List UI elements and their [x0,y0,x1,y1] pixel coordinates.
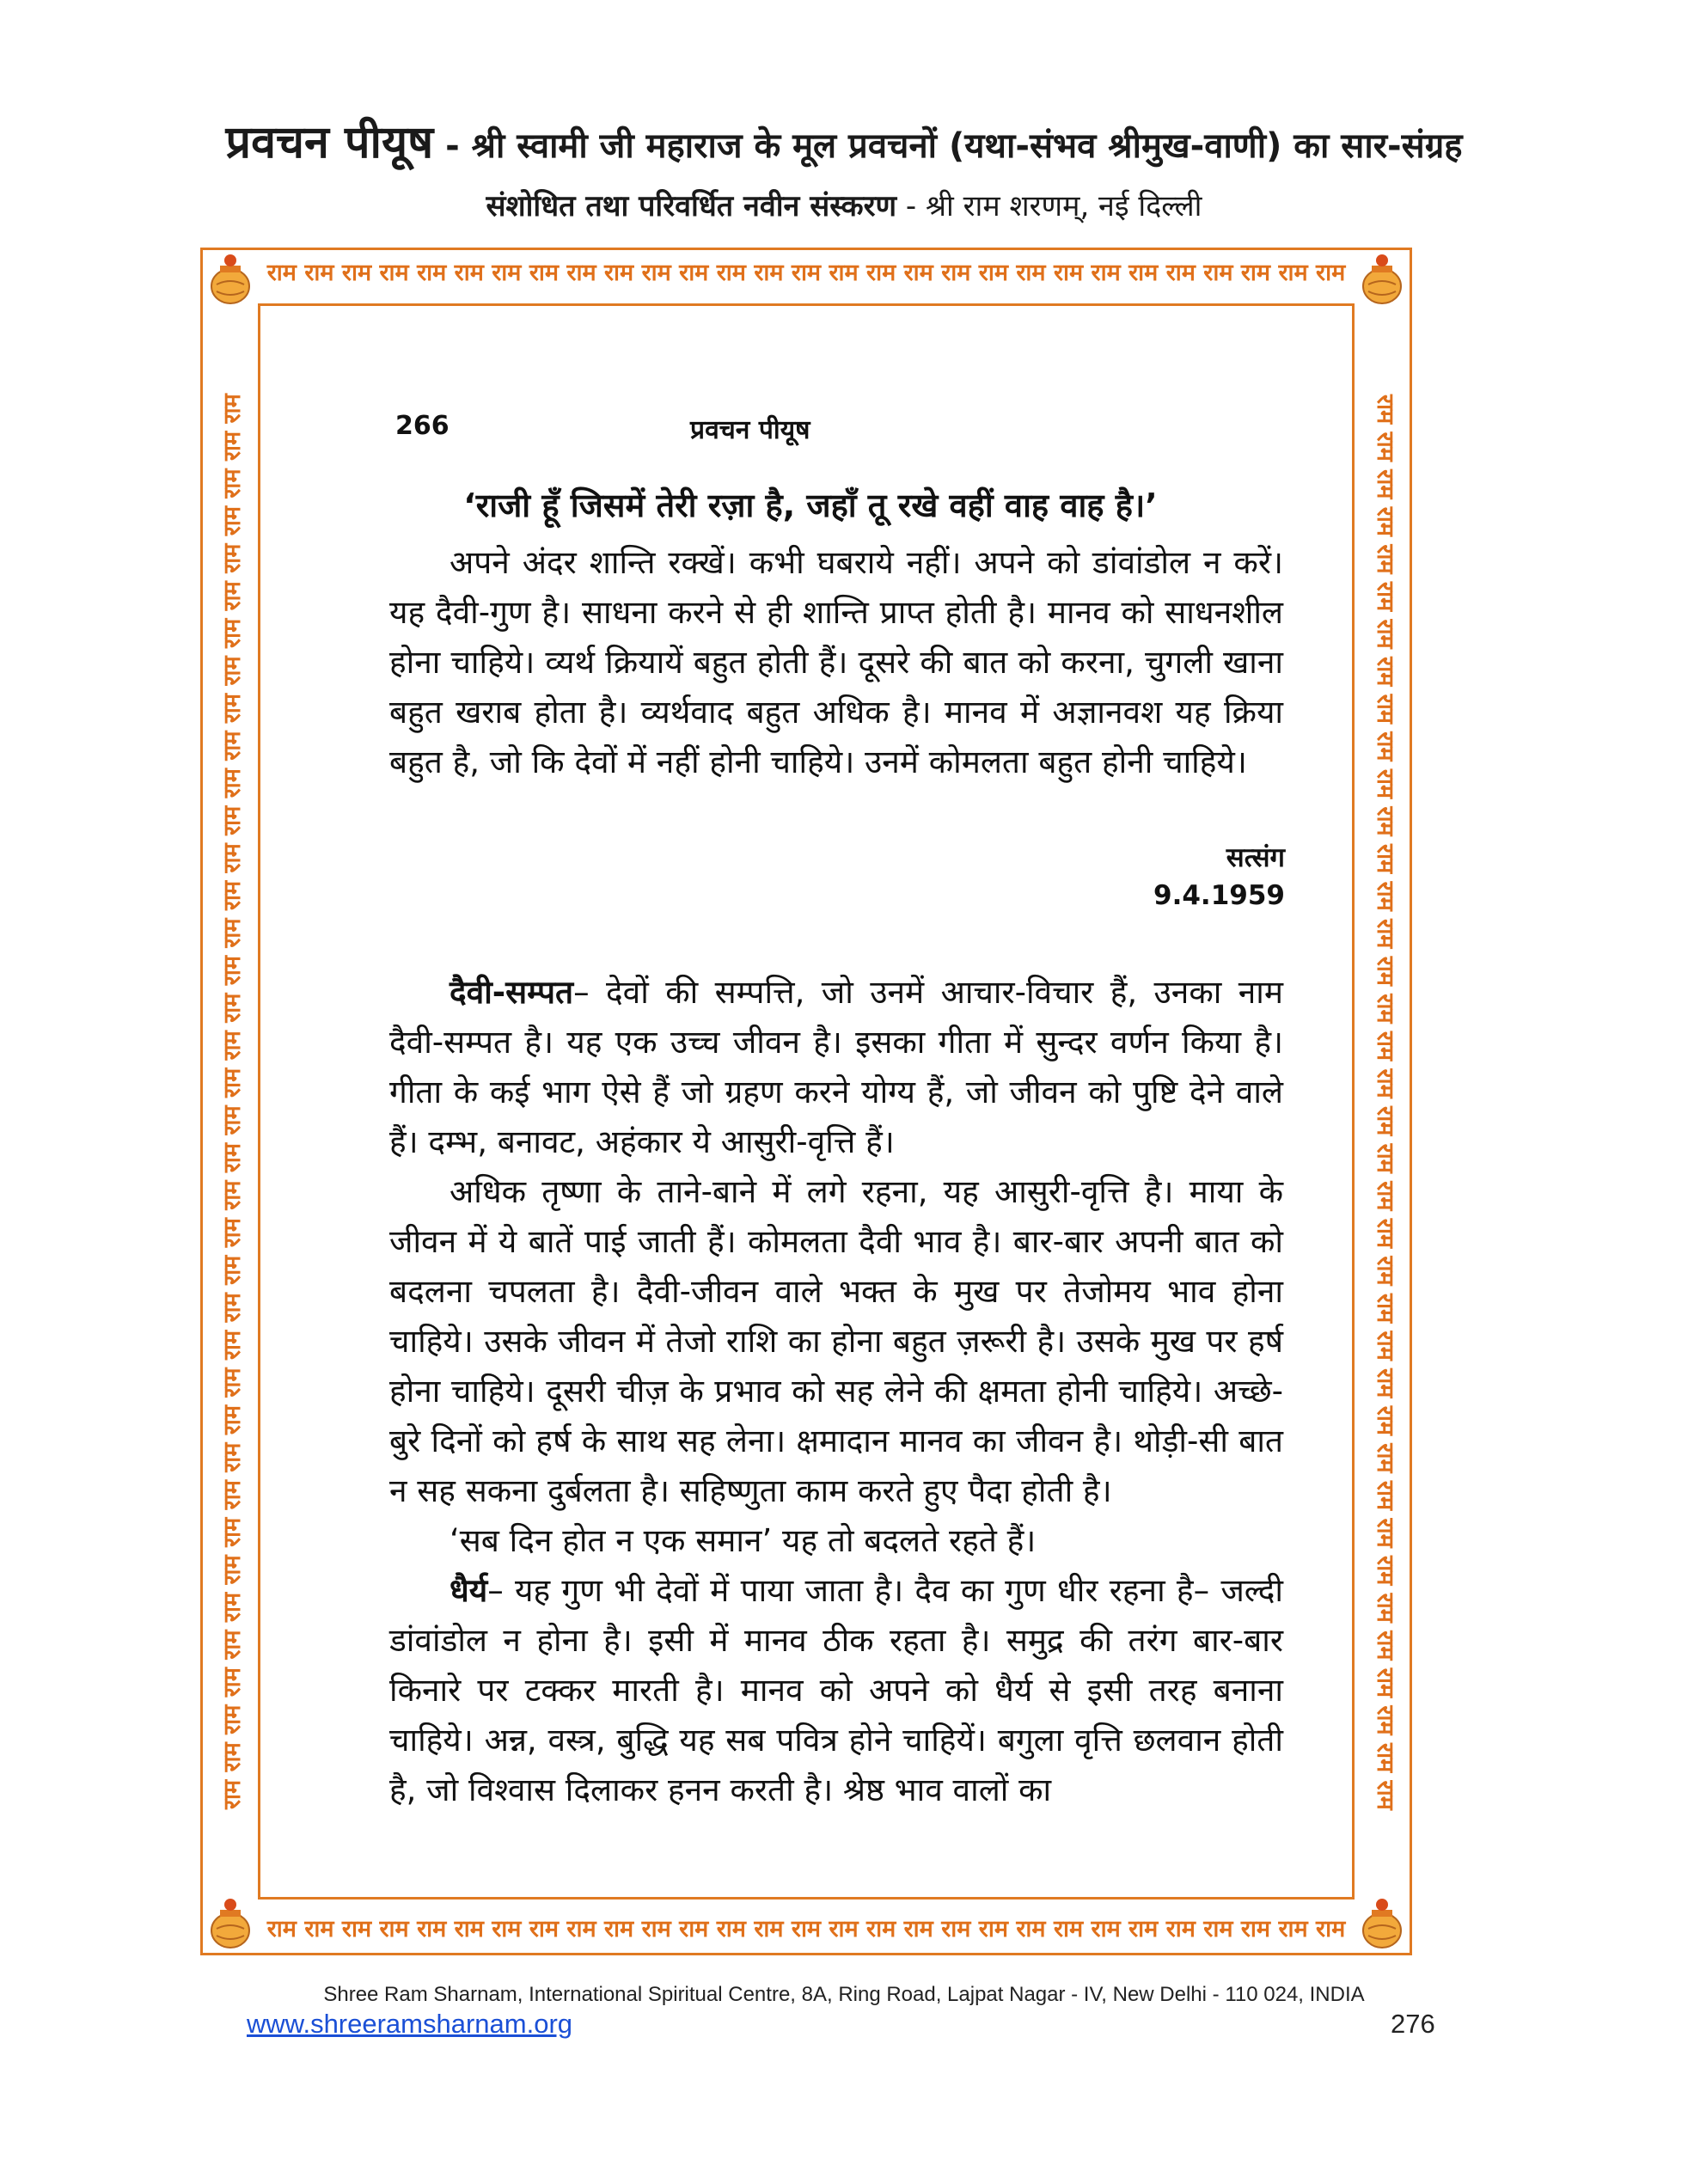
paragraph-1 [389,538,1283,787]
kalash-icon [1356,1896,1408,1953]
body-section [389,968,1283,1815]
book-page-number: 266 [395,411,450,441]
header-edition-line [0,185,1688,224]
quote-heading: ‘राजी हूँ जिसमें तेरी रज़ा है, जहाँ तू रखे वहीं वाह वाह है।’ [463,486,1158,524]
paragraph-text: – देवों की सम्पत्ति, जो उनमें आचार-विचार हैं, उनका नाम दैवी-सम्पत है। यह एक उच्च जीवन है। इसका गीता में सुन्दर वर्णन किया है। गीता के कई भाग ऐसे हैं जो ग्रहण करने योग्य हैं, जो जीवन को पुष्टि देने वाले हैं। दम्भ, बनावट, अहंकार ये आसुरी-वृत्ति हैं। [389,974,1283,1160]
kalash-icon [205,252,256,309]
edition-label: संशोधित तथा परिवर्धित नवीन संस्करण [486,189,897,223]
paragraph-text: अपने अंदर शान्ति रक्खें। कभी घबराये नहीं। अपने को डांवांडोल न करें। यह दैवी-गुण है। साधना करने से ही शान्ति प्राप्त होती है। मानव को साधनशील होना चाहिये। व्यर्थ क्रियायें बहुत होती हैं। दूसरे की बात को करना, चुगली खाना बहुत खराब होता है। व्यर्थवाद बहुत अधिक है। मानव में अज्ञानवश यह क्रिया बहुत है, जो कि देवों में नहीं होनी चाहिये। उनमें कोमलता बहुत होनी चाहिये। [389,544,1283,780]
running-head: प्रवचन पीयूष [690,415,810,445]
paragraph-2 [389,968,1283,1167]
kalash-icon [1356,252,1408,309]
book-subtitle: - श्री स्वामी जी महाराज के मूल प्रवचनों (यथा-संभव श्रीमुख-वाणी) का सार-संग्रह [445,126,1463,166]
kalash-icon [205,1896,256,1953]
header-title-line [0,110,1688,171]
edition-publisher: - श्री राम शरणम्, नई दिल्ली [896,189,1202,223]
paragraph-5 [389,1566,1283,1815]
ram-border-left: राम राम राम राम राम राम राम राम राम राम राम राम राम राम राम राम राम राम राम राम राम राम राम राम राम राम राम राम राम राम राम राम राम राम राम राम राम राम [219,394,246,1810]
footer-page-number: 276 [1391,2009,1435,2039]
scanned-book-page [260,306,1352,1897]
satsang-date: 9.4.1959 [1153,880,1285,911]
footer-address: Shree Ram Sharnam, International Spiritual Centre, 8A, Ring Road, Lajpat Nagar - IV, New Delhi - 110 024, INDIA [323,1983,1365,2006]
paragraph-text: – यह गुण भी देवों में पाया जाता है। दैव का गुण धीर रहना है– जल्दी डांवांडोल न होना है। इसी में मानव ठीक रहता है। समुद्र की तरंग बार-बार किनारे पर टक्कर मारती है। मानव को अपने को धैर्य से इसी तरह बनाना चाहिये। अन्न, वस्त्र, बुद्धि यह सब पवित्र होने चाहियें। बगुला वृत्ति छलवान होती है, जो विश्वास दिलाकर हनन करती है। श्रेष्ठ भाव वालों का [389,1572,1283,1808]
term-daivi-sampat: दैवी-सम्पत [450,974,574,1011]
term-dhairya: धैर्य [450,1572,488,1609]
paragraph-4: ‘सब दिन होत न एक समान’ यह तो बदलते रहते हैं। [450,1522,1037,1559]
ram-border-top: राम राम राम राम राम राम राम राम राम राम राम राम राम राम राम राम राम राम राम राम राम राम राम राम राम राम राम राम राम [266,260,1346,286]
website-link[interactable]: www.shreeramsharnam.org [247,2009,573,2039]
book-title: प्रवचन पीयूष [225,117,434,168]
ram-border-bottom: राम राम राम राम राम राम राम राम राम राम राम राम राम राम राम राम राम राम राम राम राम राम राम राम राम राम राम राम राम [266,1916,1346,1942]
ram-border-right: राम राम राम राम राम राम राम राम राम राम राम राम राम राम राम राम राम राम राम राम राम राम राम राम राम राम राम राम राम राम राम राम राम राम राम राम राम राम [1372,394,1398,1810]
satsang-label: सत्संग [1226,842,1285,873]
paragraph-3: अधिक तृष्णा के ताने-बाने में लगे रहना, यह आसुरी-वृत्ति है। माया के जीवन में ये बातें पाई जाती हैं। कोमलता दैवी भाव है। बार-बार अपनी बात को बदलना चपलता है। दैवी-जीवन वाले भक्त के मुख पर तेजोमय भाव होना चाहिये। उसके जीवन में तेजो राशि का होना बहुत ज़रूरी है। उसके मुख पर हर्ष होना चाहिये। दूसरी चीज़ के प्रभाव को सह लेने की क्षमता होनी चाहिये। अच्छे-बुरे दिनों को हर्ष के साथ सह लेना। क्षमादान मानव का जीवन है। थोड़ी-सी बात न सह सकना दुर्बलता है। सहिष्णुता काम करते हुए पैदा होती है। [389,1173,1283,1509]
